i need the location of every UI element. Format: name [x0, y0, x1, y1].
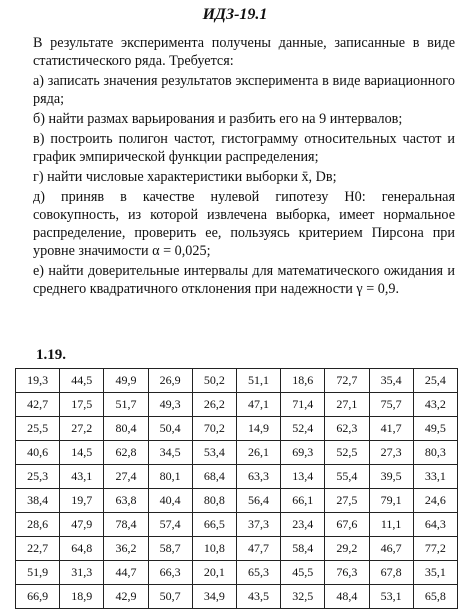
table-cell: 66,9 [16, 585, 60, 609]
table-cell: 48,4 [325, 585, 369, 609]
table-cell: 50,7 [148, 585, 192, 609]
table-cell: 27,1 [325, 393, 369, 417]
task-item-a: а) записать значения результатов эксперимента в виде вариационного ряда; [33, 73, 455, 107]
table-cell: 29,2 [325, 537, 369, 561]
table-cell: 63,3 [236, 465, 280, 489]
table-cell: 52,5 [325, 441, 369, 465]
table-cell: 11,1 [369, 513, 413, 537]
table-cell: 34,9 [192, 585, 236, 609]
table-cell: 80,1 [148, 465, 192, 489]
table-row [16, 561, 458, 585]
table-cell: 49,9 [104, 369, 148, 393]
table-cell: 18,9 [60, 585, 104, 609]
table-cell: 51,7 [104, 393, 148, 417]
table-cell: 43,5 [236, 585, 280, 609]
task-item-c: в) построить полигон частот, гистограмму относительных частот и график эмпирической функции распределения; [33, 131, 455, 165]
table-cell: 25,5 [16, 417, 60, 441]
table-cell: 32,5 [281, 585, 325, 609]
table-cell: 62,3 [325, 417, 369, 441]
task-item-d: г) найти числовые характеристики выборки x̄, Dв; [33, 169, 337, 185]
table-cell: 26,2 [192, 393, 236, 417]
table-cell: 68,4 [192, 465, 236, 489]
table-cell: 79,1 [369, 489, 413, 513]
table-cell: 80,8 [192, 489, 236, 513]
table-cell: 78,4 [104, 513, 148, 537]
task-description [33, 34, 455, 299]
table-cell: 42,7 [16, 393, 60, 417]
table-cell: 80,4 [104, 417, 148, 441]
table-cell: 53,1 [369, 585, 413, 609]
table-cell: 27,5 [325, 489, 369, 513]
table-row [16, 369, 458, 393]
table-cell: 24,6 [413, 489, 457, 513]
assignment-title: ИДЗ-19.1 [202, 6, 268, 23]
table-cell: 14,9 [236, 417, 280, 441]
table-cell: 40,6 [16, 441, 60, 465]
table-cell: 49,3 [148, 393, 192, 417]
task-item-e: д) приняв в качестве нулевой гипотезу H0: генеральная совокупность, из которой извлечена выборка, имеет нормальное распределение, проверить ее, пользуясь критерием Пирсона при уровне значимости α = 0,025; [33, 189, 455, 259]
table-cell: 50,4 [148, 417, 192, 441]
table-cell: 33,1 [413, 465, 457, 489]
table-cell: 27,2 [60, 417, 104, 441]
table-cell: 39,5 [369, 465, 413, 489]
table-cell: 40,4 [148, 489, 192, 513]
table-cell: 44,7 [104, 561, 148, 585]
table-cell: 28,6 [16, 513, 60, 537]
table-cell: 41,7 [369, 417, 413, 441]
table-cell: 26,1 [236, 441, 280, 465]
table-cell: 62,8 [104, 441, 148, 465]
table-cell: 36,2 [104, 537, 148, 561]
table-cell: 47,9 [60, 513, 104, 537]
table-cell: 53,4 [192, 441, 236, 465]
table-cell: 64,8 [60, 537, 104, 561]
task-intro: В результате эксперимента получены данные, записанные в виде статистического ряда. Требуется: [33, 35, 455, 69]
table-cell: 17,5 [60, 393, 104, 417]
table-cell: 70,2 [192, 417, 236, 441]
table-cell: 45,5 [281, 561, 325, 585]
table-cell: 35,4 [369, 369, 413, 393]
table-cell: 64,3 [413, 513, 457, 537]
table-cell: 18,6 [281, 369, 325, 393]
table-cell: 25,4 [413, 369, 457, 393]
table-cell: 63,8 [104, 489, 148, 513]
task-item-f: е) найти доверительные интервалы для математического ожидания и среднего квадратичного отклонения при надежности γ = 0,9. [33, 263, 455, 297]
table-cell: 66,5 [192, 513, 236, 537]
table-cell: 58,4 [281, 537, 325, 561]
table-cell: 31,3 [60, 561, 104, 585]
table-cell: 58,7 [148, 537, 192, 561]
table-cell: 66,1 [281, 489, 325, 513]
table-cell: 47,7 [236, 537, 280, 561]
table-cell: 34,5 [148, 441, 192, 465]
table-cell: 49,5 [413, 417, 457, 441]
table-cell: 72,7 [325, 369, 369, 393]
table-cell: 13,4 [281, 465, 325, 489]
table-cell: 52,4 [281, 417, 325, 441]
table-cell: 77,2 [413, 537, 457, 561]
table-cell: 80,3 [413, 441, 457, 465]
table-row [16, 537, 458, 561]
table-cell: 14,5 [60, 441, 104, 465]
table-cell: 22,7 [16, 537, 60, 561]
table-cell: 44,5 [60, 369, 104, 393]
table-cell: 10,8 [192, 537, 236, 561]
table-cell: 65,3 [236, 561, 280, 585]
table-row [16, 585, 458, 609]
table-cell: 76,3 [325, 561, 369, 585]
table-row [16, 513, 458, 537]
table-cell: 50,2 [192, 369, 236, 393]
table-cell: 37,3 [236, 513, 280, 537]
table-cell: 67,6 [325, 513, 369, 537]
table-cell: 56,4 [236, 489, 280, 513]
table-row [16, 489, 458, 513]
table-cell: 51,1 [236, 369, 280, 393]
table-cell: 19,7 [60, 489, 104, 513]
table-cell: 71,4 [281, 393, 325, 417]
table-row [16, 417, 458, 441]
table-cell: 65,8 [413, 585, 457, 609]
table-cell: 27,3 [369, 441, 413, 465]
table-cell: 38,4 [16, 489, 60, 513]
table-cell: 19,3 [16, 369, 60, 393]
table-cell: 27,4 [104, 465, 148, 489]
table-cell: 35,1 [413, 561, 457, 585]
table-cell: 67,8 [369, 561, 413, 585]
table-cell: 51,9 [16, 561, 60, 585]
table-cell: 69,3 [281, 441, 325, 465]
table-cell: 43,1 [60, 465, 104, 489]
table-row [16, 465, 458, 489]
statistical-series-table [15, 368, 458, 609]
table-cell: 23,4 [281, 513, 325, 537]
table-cell: 66,3 [148, 561, 192, 585]
table-cell: 25,3 [16, 465, 60, 489]
variant-number: 1.19. [36, 347, 66, 363]
table-cell: 75,7 [369, 393, 413, 417]
table-row [16, 393, 458, 417]
table-cell: 43,2 [413, 393, 457, 417]
table-cell: 26,9 [148, 369, 192, 393]
table-cell: 46,7 [369, 537, 413, 561]
table-cell: 42,9 [104, 585, 148, 609]
table-cell: 57,4 [148, 513, 192, 537]
table-row [16, 441, 458, 465]
table-cell: 55,4 [325, 465, 369, 489]
task-item-b: б) найти размах варьирования и разбить его на 9 интервалов; [33, 111, 403, 127]
table-cell: 20,1 [192, 561, 236, 585]
table-cell: 47,1 [236, 393, 280, 417]
